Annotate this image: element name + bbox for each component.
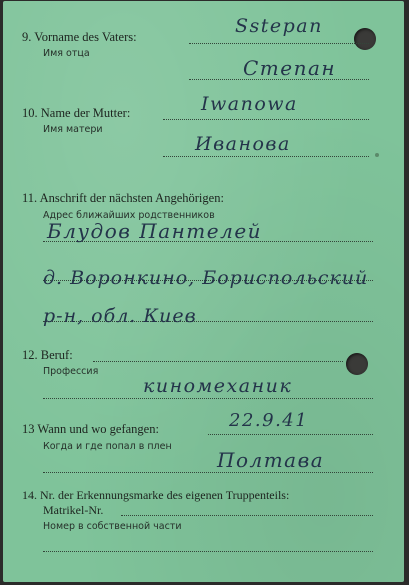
field-10-sublabel: Имя матери (43, 124, 103, 135)
field-11-value-line-2: д. Воронкино, Бориспольский р-н, обл. Киев (43, 267, 369, 327)
field-11-value-line-1: Блудов Пантелей (47, 219, 263, 243)
field-14-line-2 (43, 551, 373, 552)
field-14-line (121, 515, 373, 516)
field-10-line (163, 119, 369, 120)
field-9-value-cyrillic: Степан (243, 56, 337, 80)
punch-hole-middle (346, 353, 368, 375)
field-9-value-latin: Sstepan (235, 15, 323, 37)
field-12-line (93, 361, 343, 362)
field-12-label: 12. Beruf: (22, 348, 73, 362)
field-12-line-2 (43, 398, 373, 399)
field-13-label: 13 Wann und wo gefangen: (22, 422, 159, 436)
field-9-line (189, 43, 369, 44)
field-14-label-line-2: Matrikel-Nr. (43, 503, 104, 517)
punch-hole-top (354, 28, 376, 50)
field-14-label: 14. Nr. der Erkennungsmarke des eigenen Truppenteils: (22, 488, 290, 502)
field-13-date: 22.9.41 (229, 410, 309, 431)
field-11-label: 11. Anschrift der nächsten Angehörigen: (22, 191, 224, 205)
form-card (3, 1, 404, 582)
field-12-value: киномеханик (143, 375, 293, 397)
field-13-sublabel: Когда и где попал в плен (43, 441, 172, 452)
field-11-sublabel: Адрес ближайших родственников (43, 210, 215, 221)
field-10-value-cyrillic: Иванова (195, 133, 291, 155)
field-13-place: Полтава (217, 448, 325, 472)
field-13-line (208, 434, 373, 435)
field-10-label: 10. Name der Mutter: (22, 106, 131, 120)
field-10-line-2 (163, 156, 369, 157)
field-9-sublabel: Имя отца (43, 48, 90, 59)
field-12-sublabel: Профессия (43, 366, 99, 377)
ink-dot (375, 153, 379, 157)
field-13-line-2 (43, 472, 373, 473)
field-9-label: 9. Vorname des Vaters: (22, 30, 137, 44)
field-10-value-latin: Iwanowa (201, 93, 298, 115)
field-14-sublabel: Номер в собственной части (43, 521, 182, 532)
